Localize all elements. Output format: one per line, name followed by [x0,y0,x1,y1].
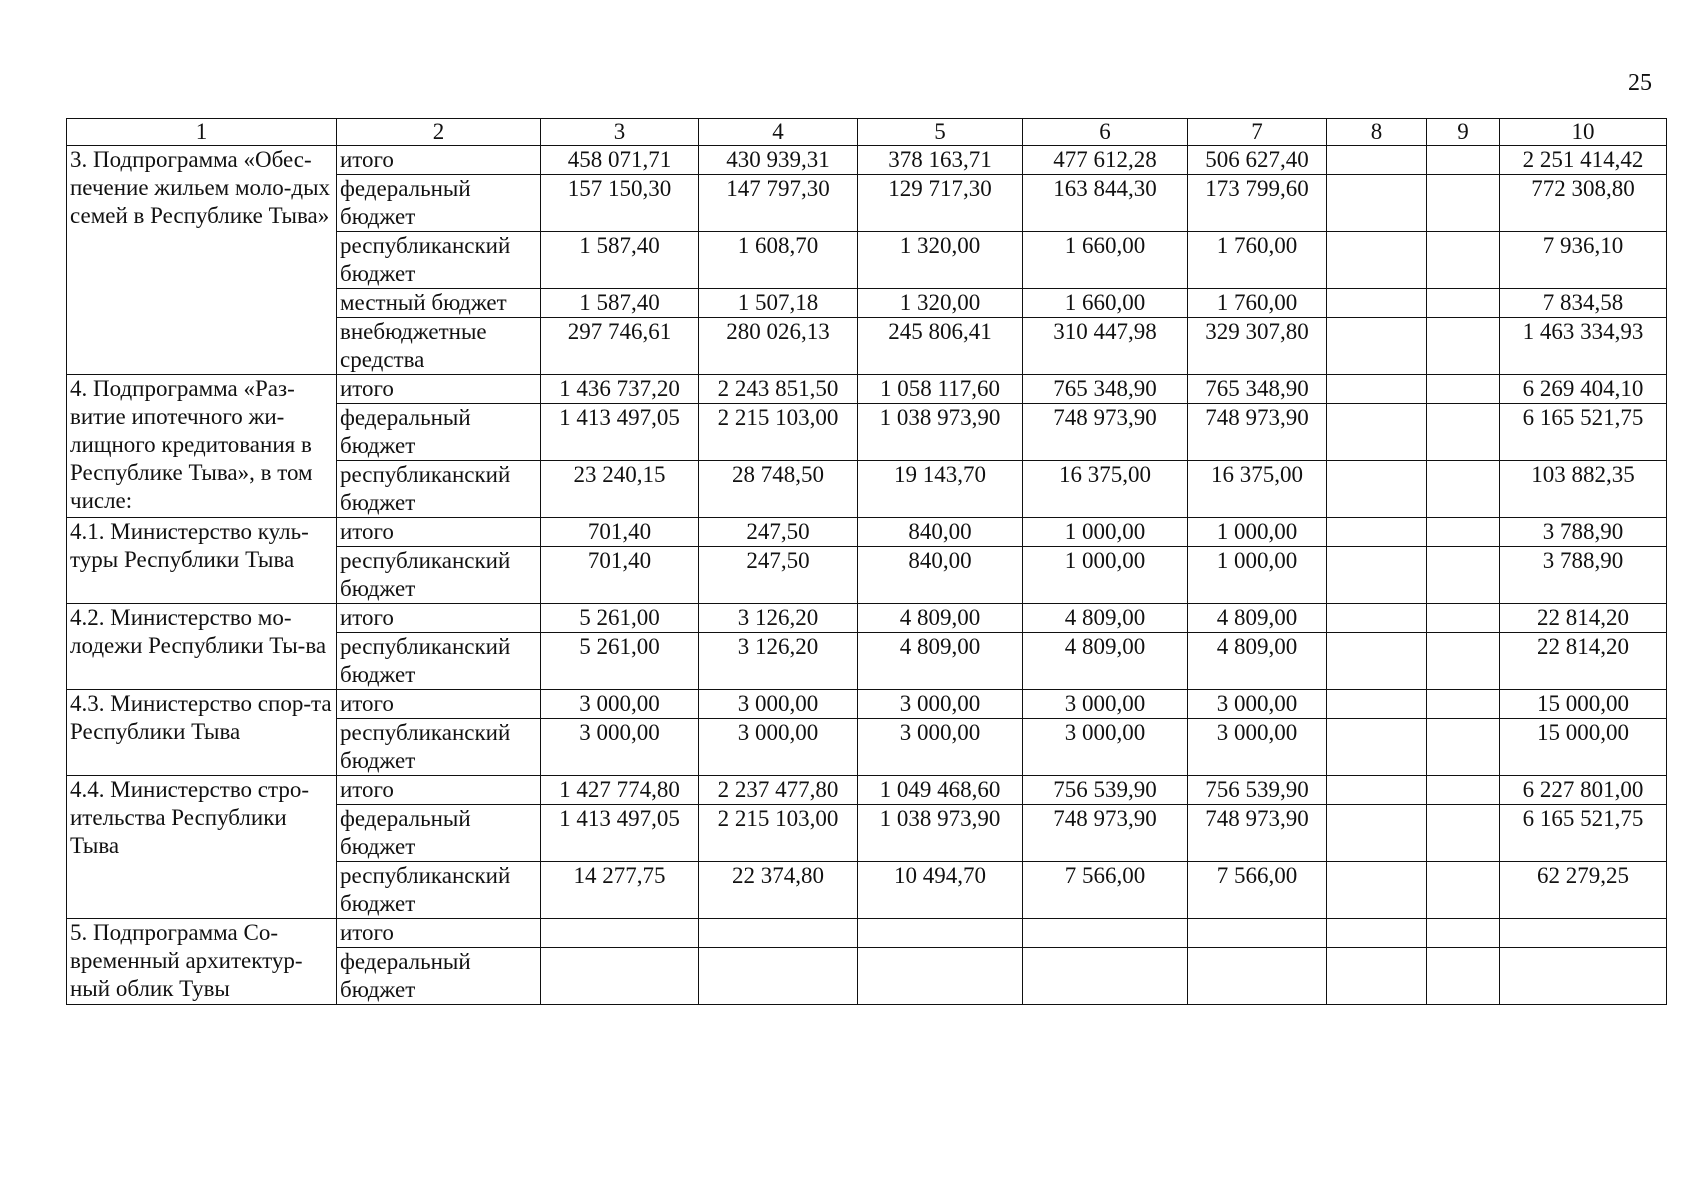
value-cell: 7 566,00 [1188,862,1327,919]
value-cell: 245 806,41 [858,318,1023,375]
value-cell: 506 627,40 [1188,146,1327,175]
program-name-cell: 4.4. Министерство стро-ительства Республики Тыва [67,776,337,919]
table-body [67,119,1667,1005]
value-cell [699,919,858,948]
header-row [67,119,1667,146]
value-cell: 1 507,18 [699,289,858,318]
value-cell: 173 799,60 [1188,175,1327,232]
program-name-cell: 3. Подпрограмма «Обес-печение жильем моло-дых семей в Республике Тыва» [67,146,337,375]
value-cell [1327,232,1427,289]
value-cell [1427,862,1500,919]
funding-source-cell: республиканский бюджет [337,633,541,690]
table-row [67,518,1667,547]
value-cell: 16 375,00 [1188,461,1327,518]
table-row [67,776,1667,805]
total-cell: 6 165 521,75 [1500,805,1667,862]
column-header: 2 [337,119,541,146]
value-cell [1427,175,1500,232]
value-cell: 1 049 468,60 [858,776,1023,805]
value-cell [1427,719,1500,776]
value-cell: 2 215 103,00 [699,404,858,461]
total-cell: 772 308,80 [1500,175,1667,232]
funding-source-cell: федеральный бюджет [337,175,541,232]
value-cell [858,919,1023,948]
funding-source-cell: итого [337,375,541,404]
program-name-cell: 4. Подпрограмма «Раз-витие ипотечного жи-лищного кредитования в Республике Тыва», в том числе: [67,375,337,518]
value-cell: 1 427 774,80 [541,776,699,805]
funding-source-cell: итого [337,690,541,719]
funding-source-cell: итого [337,604,541,633]
total-cell: 6 269 404,10 [1500,375,1667,404]
value-cell: 329 307,80 [1188,318,1327,375]
value-cell [1427,146,1500,175]
value-cell: 765 348,90 [1188,375,1327,404]
value-cell: 247,50 [699,518,858,547]
value-cell: 280 026,13 [699,318,858,375]
program-name-cell: 4.2. Министерство мо-лодежи Республики Ты-ва [67,604,337,690]
value-cell: 147 797,30 [699,175,858,232]
table-row [67,919,1667,948]
value-cell [1023,948,1188,1005]
value-cell: 5 261,00 [541,604,699,633]
total-cell: 3 788,90 [1500,518,1667,547]
funding-source-cell: республиканский бюджет [337,461,541,518]
value-cell [1427,604,1500,633]
value-cell: 4 809,00 [858,633,1023,690]
budget-table [66,118,1667,1005]
value-cell [1327,318,1427,375]
column-header: 10 [1500,119,1667,146]
table-row [67,690,1667,719]
value-cell: 840,00 [858,547,1023,604]
total-cell: 22 814,20 [1500,604,1667,633]
value-cell [1427,948,1500,1005]
value-cell [1327,146,1427,175]
column-header: 5 [858,119,1023,146]
value-cell: 4 809,00 [1188,633,1327,690]
value-cell: 701,40 [541,518,699,547]
column-header: 3 [541,119,699,146]
value-cell: 1 000,00 [1023,518,1188,547]
value-cell [1427,289,1500,318]
value-cell [541,919,699,948]
value-cell: 748 973,90 [1188,805,1327,862]
column-header: 6 [1023,119,1188,146]
value-cell: 2 215 103,00 [699,805,858,862]
value-cell: 23 240,15 [541,461,699,518]
value-cell [1427,547,1500,604]
value-cell: 1 587,40 [541,289,699,318]
funding-source-cell: итого [337,518,541,547]
total-cell [1500,919,1667,948]
value-cell: 458 071,71 [541,146,699,175]
column-header: 8 [1327,119,1427,146]
total-cell: 22 814,20 [1500,633,1667,690]
funding-source-cell: внебюджетные средства [337,318,541,375]
value-cell: 1 760,00 [1188,232,1327,289]
value-cell: 430 939,31 [699,146,858,175]
value-cell: 3 000,00 [541,719,699,776]
value-cell [858,948,1023,1005]
value-cell: 1 038 973,90 [858,404,1023,461]
value-cell: 3 000,00 [858,690,1023,719]
column-header: 7 [1188,119,1327,146]
funding-source-cell: итого [337,919,541,948]
value-cell [1327,862,1427,919]
value-cell: 748 973,90 [1023,805,1188,862]
value-cell: 3 000,00 [1188,690,1327,719]
value-cell [1427,461,1500,518]
value-cell [1427,375,1500,404]
value-cell: 14 277,75 [541,862,699,919]
value-cell: 297 746,61 [541,318,699,375]
value-cell: 247,50 [699,547,858,604]
value-cell: 4 809,00 [858,604,1023,633]
table-row [67,604,1667,633]
total-cell: 62 279,25 [1500,862,1667,919]
program-name-cell: 4.3. Министерство спор-та Республики Тыва [67,690,337,776]
value-cell [1327,547,1427,604]
total-cell: 2 251 414,42 [1500,146,1667,175]
value-cell: 28 748,50 [699,461,858,518]
value-cell: 3 000,00 [699,719,858,776]
program-name-cell: 5. Подпрограмма Со-временный архитектур-ный облик Тувы [67,919,337,1005]
value-cell: 1 660,00 [1023,232,1188,289]
value-cell: 4 809,00 [1188,604,1327,633]
value-cell [1427,633,1500,690]
value-cell: 16 375,00 [1023,461,1188,518]
value-cell: 765 348,90 [1023,375,1188,404]
total-cell: 103 882,35 [1500,461,1667,518]
funding-source-cell: федеральный бюджет [337,948,541,1005]
value-cell [1188,948,1327,1005]
funding-source-cell: республиканский бюджет [337,547,541,604]
total-cell: 7 936,10 [1500,232,1667,289]
value-cell [1327,919,1427,948]
funding-source-cell: республиканский бюджет [337,862,541,919]
value-cell: 701,40 [541,547,699,604]
column-header: 9 [1427,119,1500,146]
value-cell: 1 320,00 [858,289,1023,318]
funding-source-cell: итого [337,146,541,175]
total-cell: 6 227 801,00 [1500,776,1667,805]
page-number: 25 [1628,70,1652,96]
value-cell [699,948,858,1005]
value-cell: 129 717,30 [858,175,1023,232]
value-cell: 3 000,00 [1188,719,1327,776]
total-cell: 7 834,58 [1500,289,1667,318]
funding-source-cell: республиканский бюджет [337,232,541,289]
value-cell: 5 261,00 [541,633,699,690]
value-cell: 1 038 973,90 [858,805,1023,862]
value-cell: 748 973,90 [1188,404,1327,461]
total-cell: 6 165 521,75 [1500,404,1667,461]
value-cell [1327,404,1427,461]
value-cell: 10 494,70 [858,862,1023,919]
total-cell: 3 788,90 [1500,547,1667,604]
value-cell: 3 126,20 [699,604,858,633]
value-cell: 756 539,90 [1023,776,1188,805]
value-cell [1327,518,1427,547]
value-cell: 1 000,00 [1023,547,1188,604]
value-cell [1327,289,1427,318]
value-cell: 3 000,00 [1023,719,1188,776]
value-cell: 756 539,90 [1188,776,1327,805]
column-header: 4 [699,119,858,146]
table-row [67,146,1667,175]
value-cell: 1 413 497,05 [541,805,699,862]
value-cell [1188,919,1327,948]
value-cell: 1 660,00 [1023,289,1188,318]
value-cell: 1 320,00 [858,232,1023,289]
value-cell: 1 413 497,05 [541,404,699,461]
value-cell: 840,00 [858,518,1023,547]
total-cell: 15 000,00 [1500,719,1667,776]
value-cell [1427,404,1500,461]
value-cell: 3 126,20 [699,633,858,690]
total-cell: 1 463 334,93 [1500,318,1667,375]
value-cell [1427,318,1500,375]
total-cell [1500,948,1667,1005]
column-header: 1 [67,119,337,146]
value-cell: 1 587,40 [541,232,699,289]
value-cell: 157 150,30 [541,175,699,232]
value-cell [1327,461,1427,518]
value-cell [1327,776,1427,805]
value-cell [1327,375,1427,404]
value-cell: 477 612,28 [1023,146,1188,175]
value-cell [1327,719,1427,776]
value-cell: 1 058 117,60 [858,375,1023,404]
value-cell [1327,175,1427,232]
funding-source-cell: республиканский бюджет [337,719,541,776]
value-cell: 4 809,00 [1023,633,1188,690]
value-cell: 1 436 737,20 [541,375,699,404]
value-cell: 1 000,00 [1188,518,1327,547]
funding-source-cell: федеральный бюджет [337,404,541,461]
table-row [67,375,1667,404]
funding-source-cell: местный бюджет [337,289,541,318]
value-cell [1327,604,1427,633]
value-cell [1023,919,1188,948]
value-cell [1327,690,1427,719]
value-cell: 1 608,70 [699,232,858,289]
program-name-cell: 4.1. Министерство куль-туры Республики Тыва [67,518,337,604]
value-cell [1327,805,1427,862]
value-cell: 748 973,90 [1023,404,1188,461]
value-cell [541,948,699,1005]
value-cell [1427,805,1500,862]
value-cell: 3 000,00 [541,690,699,719]
value-cell: 3 000,00 [699,690,858,719]
value-cell: 378 163,71 [858,146,1023,175]
value-cell: 1 760,00 [1188,289,1327,318]
funding-source-cell: федеральный бюджет [337,805,541,862]
value-cell: 19 143,70 [858,461,1023,518]
value-cell: 3 000,00 [858,719,1023,776]
value-cell [1427,690,1500,719]
value-cell: 310 447,98 [1023,318,1188,375]
value-cell [1427,232,1500,289]
value-cell [1427,776,1500,805]
value-cell [1427,518,1500,547]
funding-source-cell: итого [337,776,541,805]
value-cell: 163 844,30 [1023,175,1188,232]
value-cell: 3 000,00 [1023,690,1188,719]
value-cell: 7 566,00 [1023,862,1188,919]
value-cell: 2 237 477,80 [699,776,858,805]
value-cell: 4 809,00 [1023,604,1188,633]
total-cell: 15 000,00 [1500,690,1667,719]
value-cell: 1 000,00 [1188,547,1327,604]
value-cell [1327,633,1427,690]
value-cell [1427,919,1500,948]
value-cell [1327,948,1427,1005]
value-cell: 2 243 851,50 [699,375,858,404]
value-cell: 22 374,80 [699,862,858,919]
